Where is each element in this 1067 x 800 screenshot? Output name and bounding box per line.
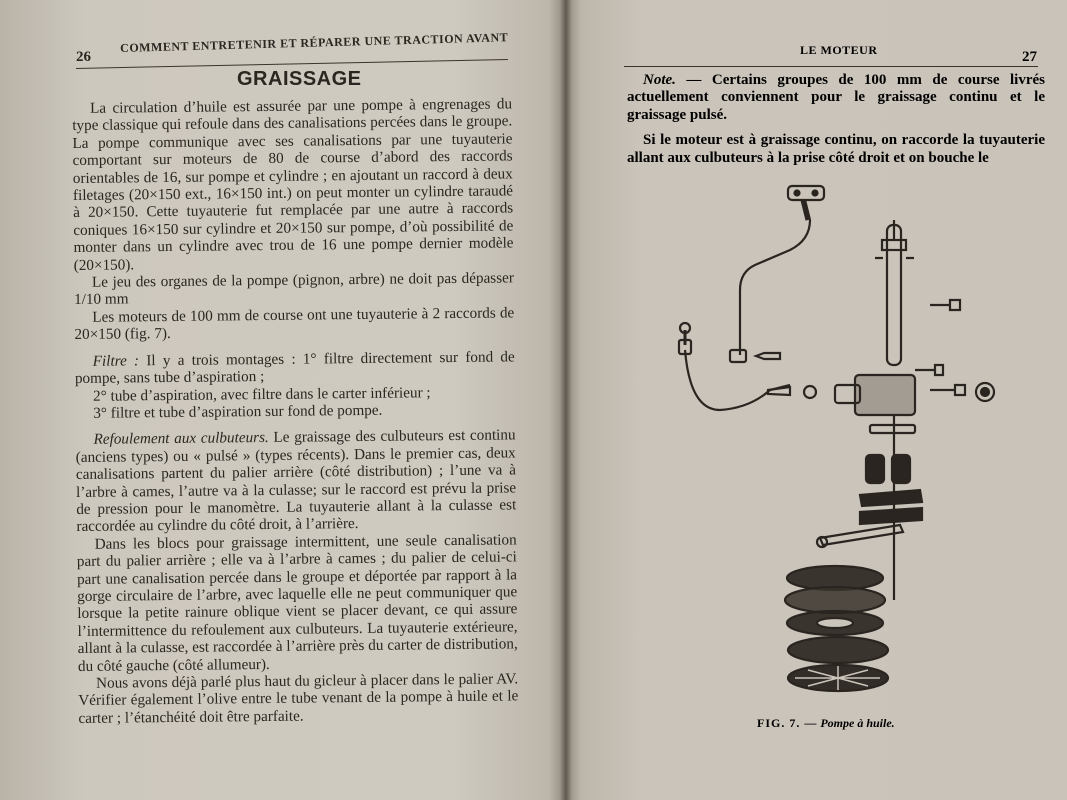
left-running-head: COMMENT ENTRETENIR ET RÉPARER UNE TRACTION AVANT [120, 30, 509, 55]
right-running-head: LE MOTEUR [800, 43, 878, 57]
filtre-line-2: 2° tube d’aspiration, avec filtre dans le carter inférieur ; [93, 383, 431, 405]
section-title: GRAISSAGE [237, 68, 362, 90]
right-page-number: 27 [1022, 49, 1037, 65]
left-body-text [72, 95, 519, 727]
refoulement-label: Refoulement aux culbuteurs. [93, 429, 269, 449]
oil-pump-illustration [660, 180, 1020, 700]
note-text: — Certains groupes de 100 mm de course livrés actuellement conviennent pour le graissage continu et le graissage pulsé. [627, 72, 1045, 123]
figure-caption [757, 716, 895, 731]
refoulement-paragraph [75, 427, 516, 536]
right-header-rule [624, 66, 1038, 67]
paragraph: Si le moteur est à graissage continu, on raccorde la tuyauterie allant aux culbuteurs à la prise côté droit et on bouche le [627, 132, 1045, 166]
note-label: Note. [643, 72, 676, 88]
figure-caption-title: Pompe à huile. [817, 716, 895, 730]
paragraph: Nous avons déjà parlé plus haut du gicleur à placer dans le palier AV. Vérifier également l’olive entre le tube venant de la pompe à huile et le carter ; l’étanchéité doit être parfaite. [78, 670, 519, 727]
filtre-label: Filtre : [92, 351, 140, 370]
right-body-text [627, 72, 1045, 175]
paragraph: Dans les blocs pour graissage intermittent, une seule canalisation part du palier arrière ; elle va à l’arbre à cames ; du palier de celui-ci part une canalisation percée dans le groupe et déportée par rapport à la gorge circulaire de l’arbre, avec laquelle elle ne peut communiquer que lorsque la petite rainure oblique vient se placer devant, ce qui assure l’intermittence du refoulement aux culbuteurs. La tuyauterie extérieure, allant à la culasse, est raccordée à l’arrière près du carter de distribution, du côté gauche (côté allumeur). [76, 531, 518, 675]
paragraph: La circulation d’huile est assurée par une pompe à engrenages du type classique qui refoule dans des canalisations percées dans le groupe. La pompe communique avec ses canalisations par une tuyauterie comportant sur moteurs de 80 de course d’abord des raccords orientables de 16, sur pompe et cylindre ; en ajoutant un raccord à deux filetages (20×150 ext., 16×150 int.) on peut monter un cylindre taraudé à 20×150. Cette tuyauterie fut remplacée par une autre à raccords coniques 16×150 sur cylindre et 20×150 sur pompe, d’où possibilité de monter dans un cylindre avec trou de 16 une pompe dernier modèle (20×150). [72, 95, 514, 274]
figure-caption-label: FIG. 7. — [757, 716, 818, 730]
note-paragraph [627, 72, 1045, 124]
filtre-line-1: Il y a trois montages : 1° filtre directement sur fond de pompe, sans tube d’aspiration ; [74, 348, 515, 388]
left-page-number: 26 [76, 49, 91, 65]
filtre-line-3: 3° filtre et tube d’aspiration sur fond de pompe. [93, 401, 383, 422]
book-gutter [560, 0, 572, 800]
refoulement-text: Le graissage des culbuteurs est continu (anciens types) ou « pulsé » (types récents). Dans le premier cas, deux canalisations partent du palier arrière (côté distribution) ; l’une va à l’arbre à cames, l’autre va à la culasse; sur le raccord est prévu la prise de pression pour le manomètre. La tuyauterie allant à la culasse est raccordée au cylindre du côté droit, à l’arrière. [75, 426, 517, 536]
paragraph: Les moteurs de 100 mm de course ont une tuyauterie à 2 raccords de 20×150 (fig. 7). [74, 304, 515, 344]
paragraph: Le jeu des organes de la pompe (pignon, arbre) ne doit pas dépasser 1/10 mm [74, 269, 514, 309]
filtre-paragraph [75, 348, 515, 387]
